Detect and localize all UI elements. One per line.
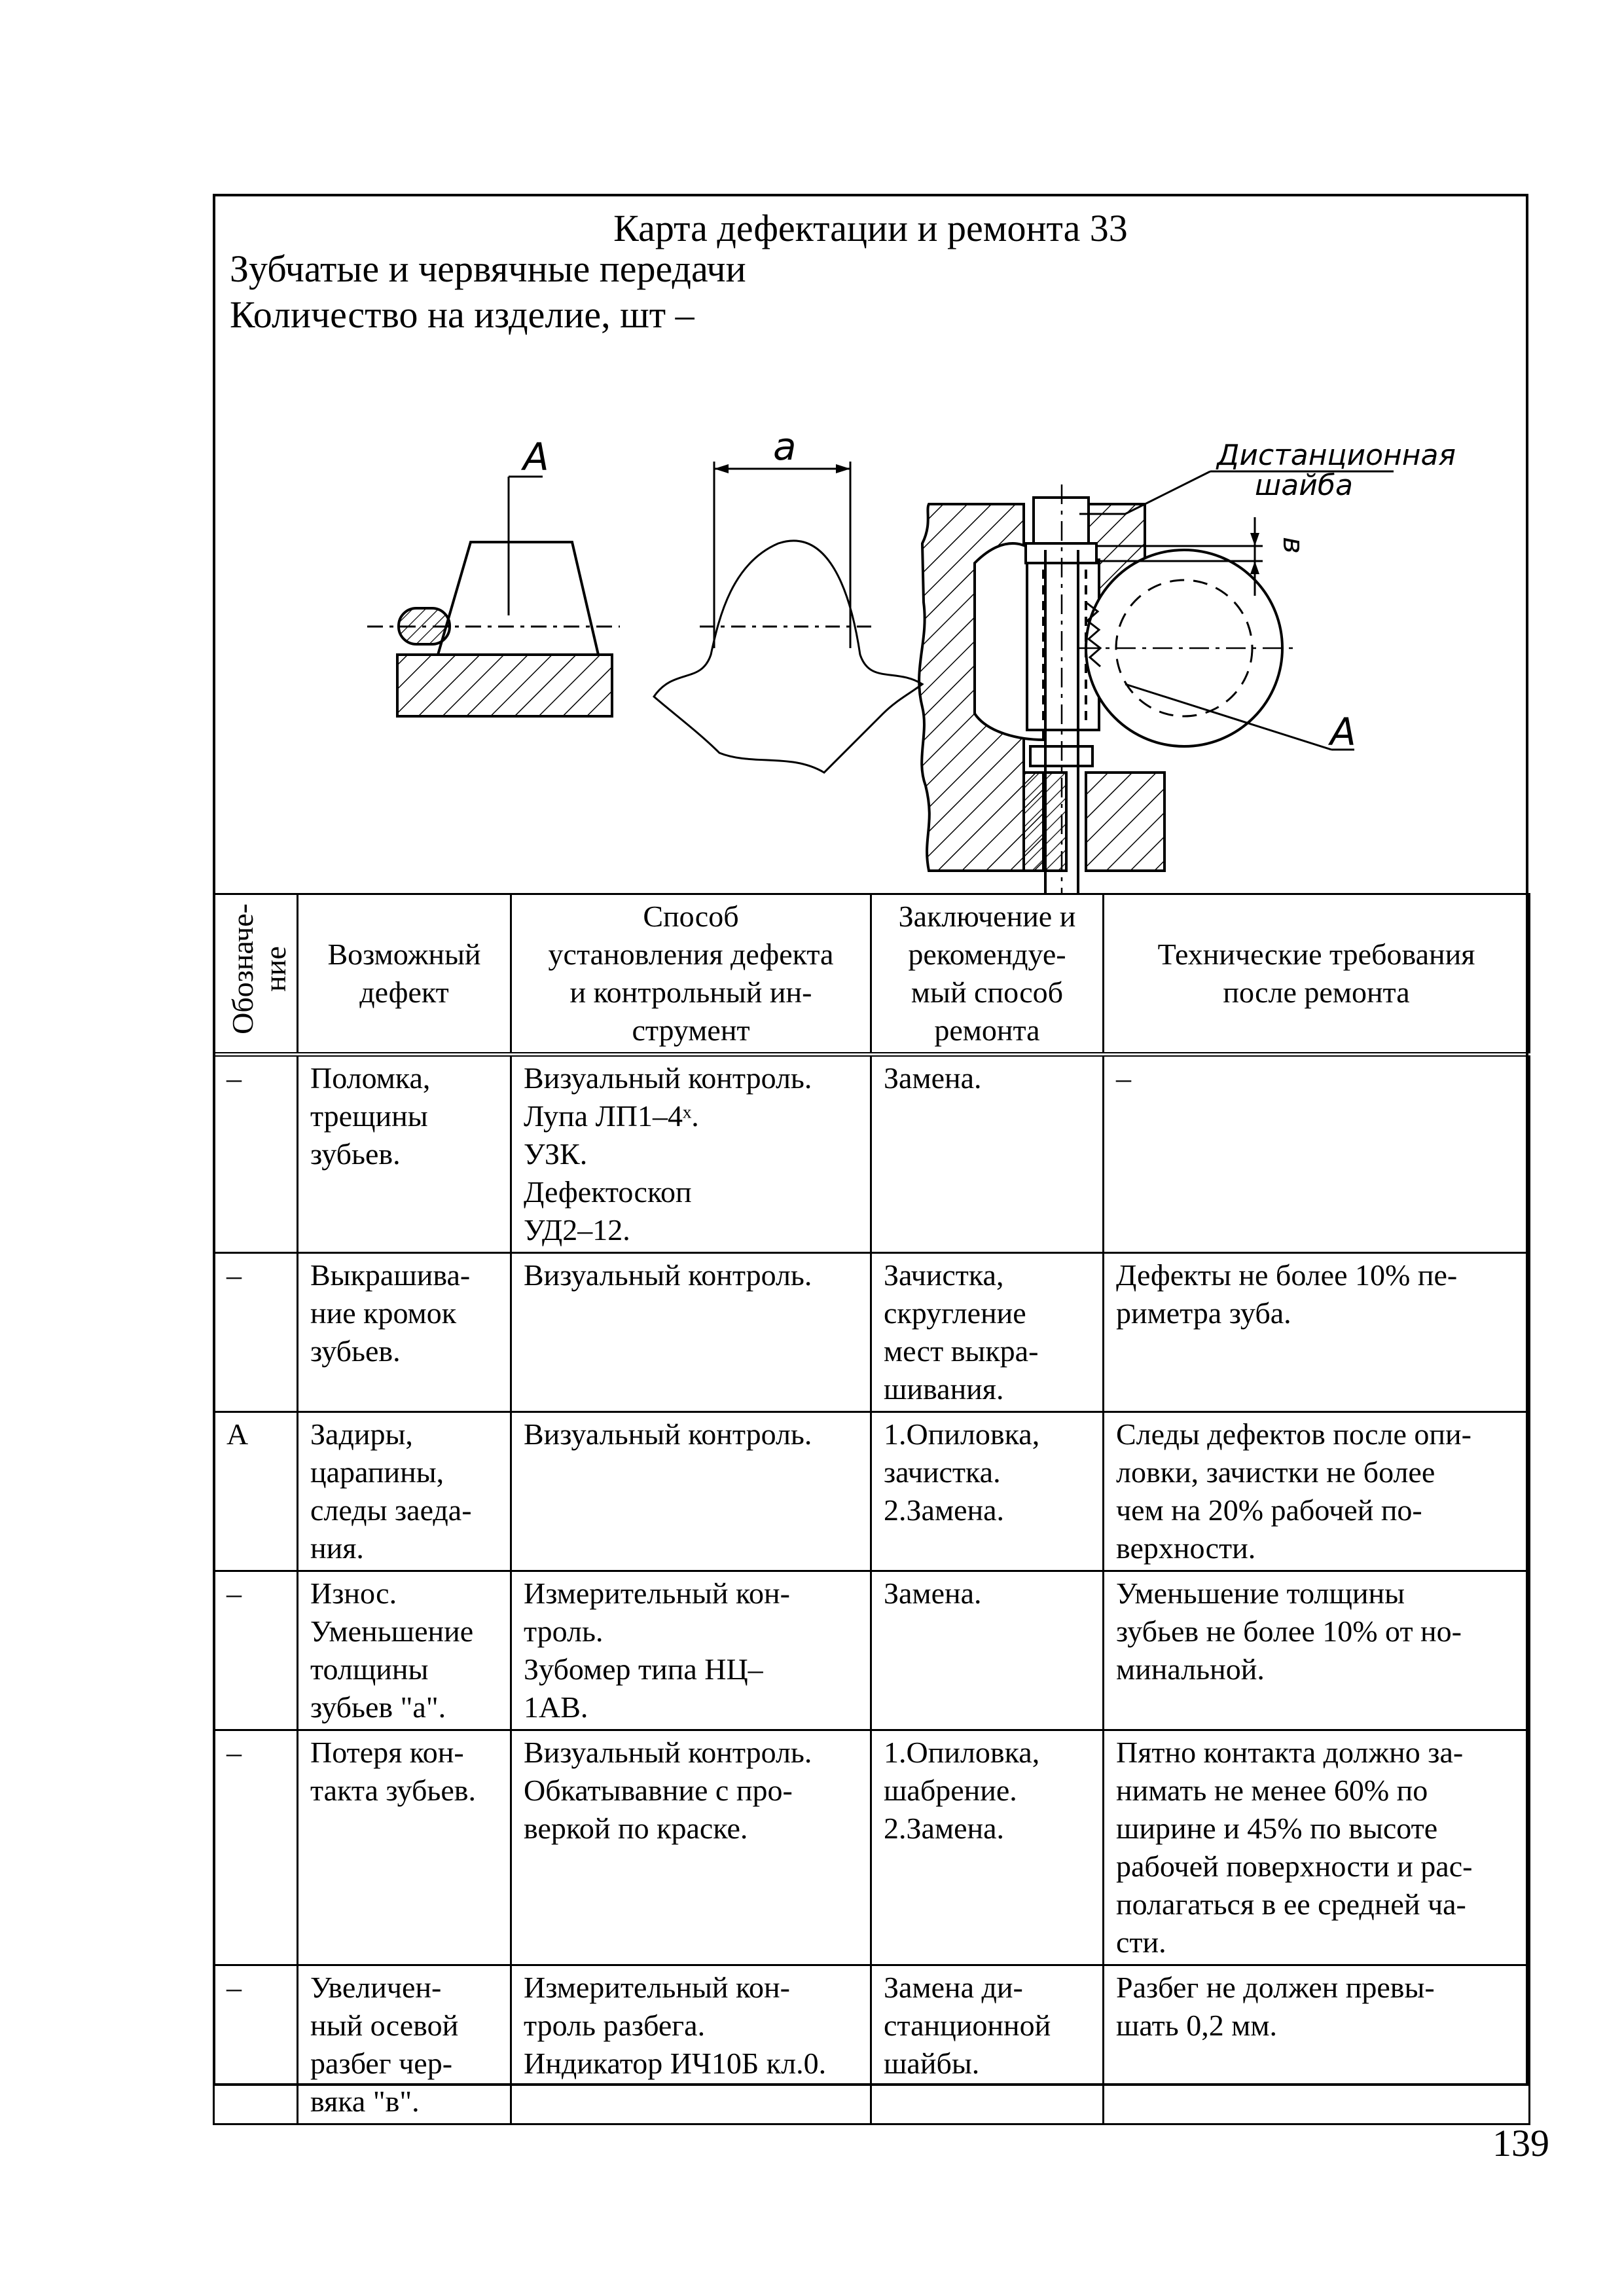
defect-repair-card [213, 194, 1528, 2118]
card-header [215, 196, 1526, 896]
cell-conclusion: Замена. [871, 1571, 1104, 1730]
worm-section-view [919, 471, 1394, 893]
cell-designation: – [214, 1965, 298, 2124]
table-row [214, 1253, 1530, 1412]
header-conclusion: Заключение и рекомендуе- мый способ ремонта [871, 894, 1104, 1055]
header-defect: Возможный дефект [298, 894, 511, 1055]
label-A-right: A [1330, 710, 1356, 754]
cell-method: Визуальный контроль. Обкатывавние с про- веркой по краске. [511, 1730, 871, 1965]
label-A-left: A [523, 435, 549, 479]
cell-designation: A [214, 1412, 298, 1571]
table-row [214, 1571, 1530, 1730]
cell-method: Измерительный кон- троль. Зубомер типа НЦ– 1АВ. [511, 1571, 871, 1730]
label-washer-line1: Дистанционная [1217, 439, 1456, 472]
label-v: в [1276, 537, 1310, 554]
defects-table [213, 893, 1530, 2125]
cell-defect: Поломка, трещины зубьев. [298, 1055, 511, 1253]
table-row [214, 1412, 1530, 1571]
table-row [214, 1730, 1530, 1965]
cell-designation: – [214, 1571, 298, 1730]
cell-requirements: Уменьшение толщины зубьев не более 10% от но- минальной. [1104, 1571, 1530, 1730]
cell-conclusion: Замена ди- станционной шайбы. [871, 1965, 1104, 2124]
cell-defect: Задиры, царапины, следы заеда- ния. [298, 1412, 511, 1571]
table-row [214, 1055, 1530, 1253]
cell-defect: Выкрашива- ние кромок зубьев. [298, 1253, 511, 1412]
cell-requirements: – [1104, 1055, 1530, 1253]
header-method: Способ установления дефекта и контрольный ин- струмент [511, 894, 871, 1055]
cell-designation: – [214, 1055, 298, 1253]
label-washer-line2: шайба [1255, 469, 1353, 502]
table-header-row [214, 894, 1530, 1055]
part-name: Зубчатые и червячные передачи [230, 247, 746, 290]
cell-method: Визуальный контроль. [511, 1412, 871, 1571]
tooth-side-view [367, 477, 620, 716]
cell-requirements: Дефекты не более 10% пе- риметра зуба. [1104, 1253, 1530, 1412]
cell-conclusion: Замена. [871, 1055, 1104, 1253]
card-title: Карта дефектации и ремонта 33 [613, 207, 1128, 249]
technical-drawing [215, 196, 1526, 893]
cell-conclusion: 1.Опиловка, шабрение. 2.Замена. [871, 1730, 1104, 1965]
cell-conclusion: Зачистка, скругление мест выкра- шивания. [871, 1253, 1104, 1412]
page-number: 139 [1492, 2122, 1549, 2164]
cell-designation: – [214, 1730, 298, 1965]
cell-method: Визуальный контроль. Лупа ЛП1–4ˣ. УЗК. Дефектоскоп УД2–12. [511, 1055, 871, 1253]
quantity-line: Количество на изделие, шт – [230, 293, 695, 336]
cell-method: Измерительный кон- троль разбега. Индикатор ИЧ10Б кл.0. [511, 1965, 871, 2124]
table-row [214, 1965, 1530, 2124]
header-requirements: Технические требования после ремонта [1104, 894, 1530, 1055]
cell-requirements: Следы дефектов после опи- ловки, зачистки не более чем на 20% рабочей по- верхности. [1104, 1412, 1530, 1571]
cell-requirements: Разбег не должен превы- шать 0,2 мм. [1104, 1965, 1530, 2124]
header-designation: Обозначе- ние [214, 894, 298, 1055]
cell-requirements: Пятно контакта должно за- нимать не менее 60% по ширине и 45% по высоте рабочей поверхности и рас- полагаться в ее средней ча- сти. [1104, 1730, 1530, 1965]
cell-conclusion: 1.Опиловка, зачистка. 2.Замена. [871, 1412, 1104, 1571]
cell-designation: – [214, 1253, 298, 1412]
tooth-profile-view [654, 462, 922, 773]
cell-defect: Износ. Уменьшение толщины зубьев "а". [298, 1571, 511, 1730]
cell-method: Визуальный контроль. [511, 1253, 871, 1412]
label-a: a [773, 424, 797, 469]
cell-defect: Потеря кон- такта зубьев. [298, 1730, 511, 1965]
cell-defect: Увеличен- ный осевой разбег чер- вяка "в". [298, 1965, 511, 2124]
